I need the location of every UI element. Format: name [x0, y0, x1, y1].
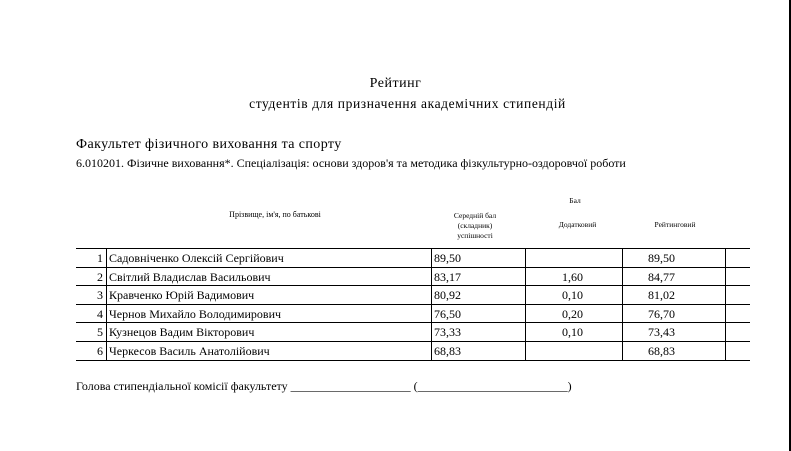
table-row [76, 323, 750, 342]
cell-divider [725, 323, 726, 341]
rating-score: 73,43 [648, 325, 675, 340]
additional-score: 0,10 [562, 288, 583, 303]
average-score: 83,17 [434, 269, 461, 284]
cell-divider [725, 305, 726, 323]
rating-score: 89,50 [648, 251, 675, 265]
student-name: Кузнецов Вадим Вікторович [109, 325, 255, 340]
cell-divider [725, 286, 726, 304]
cell-divider [622, 286, 623, 304]
cell-divider [106, 323, 107, 341]
additional-score: 1,60 [562, 269, 583, 284]
row-number: 4 [97, 306, 103, 321]
row-number: 1 [97, 251, 103, 265]
table-row [76, 248, 750, 268]
header-rating: Рейтинговий [654, 220, 696, 229]
student-name: Черкесов Василь Анатолійович [109, 343, 270, 358]
rating-score: 68,83 [648, 343, 675, 358]
rating-score: 81,02 [648, 288, 675, 303]
cell-divider [431, 342, 432, 360]
faculty-name: Факультет фізичного виховання та спорту [76, 137, 342, 152]
row-number: 5 [97, 325, 103, 340]
cell-divider [106, 305, 107, 323]
cell-divider [106, 342, 107, 360]
row-number: 6 [97, 343, 103, 358]
average-score: 89,50 [434, 251, 461, 265]
signature-line: Голова стипендіальної комісії факультету ____________________ (_________________________) [76, 379, 572, 393]
cell-divider [622, 268, 623, 286]
student-name: Світлий Владислав Васильович [109, 269, 271, 284]
cell-divider [525, 323, 526, 341]
document-subtitle: студентів для призначення академічних стипендій [249, 96, 566, 111]
average-score: 68,83 [434, 343, 461, 358]
header-additional: Додатковий [558, 220, 597, 229]
rating-score: 76,70 [648, 306, 675, 321]
cell-divider [525, 268, 526, 286]
additional-score: 0,10 [562, 325, 583, 340]
average-score: 76,50 [434, 306, 461, 321]
cell-divider [725, 268, 726, 286]
cell-divider [106, 268, 107, 286]
cell-divider [431, 249, 432, 267]
cell-divider [525, 305, 526, 323]
cell-divider [622, 323, 623, 341]
table-row [76, 268, 750, 287]
cell-divider [431, 305, 432, 323]
cell-divider [622, 342, 623, 360]
rating-score: 84,77 [648, 269, 675, 284]
table-row [76, 305, 750, 324]
document-title: Рейтинг [369, 76, 422, 91]
cell-divider [725, 342, 726, 360]
student-name: Садовніченко Олексій Сергійович [109, 251, 284, 265]
cell-divider [622, 305, 623, 323]
cell-divider [431, 323, 432, 341]
student-name: Кравченко Юрій Вадимович [109, 288, 255, 303]
additional-score: 0,20 [562, 306, 583, 321]
specialty-name: 6.010201. Фізичне виховання*. Спеціалізація: основи здоров'я та методика фізкультурно-оздоровчої роботи [76, 156, 626, 170]
header-bal: Бал [569, 196, 581, 205]
cell-divider [106, 249, 107, 267]
cell-divider [525, 249, 526, 267]
rating-table [76, 248, 750, 361]
table-row [76, 342, 750, 361]
row-number: 2 [97, 269, 103, 284]
table-row [76, 286, 750, 305]
student-name: Чернов Михайло Володимирович [109, 306, 282, 321]
cell-divider [725, 249, 726, 267]
cell-divider [525, 286, 526, 304]
cell-divider [431, 286, 432, 304]
cell-divider [431, 268, 432, 286]
cell-divider [622, 249, 623, 267]
cell-divider [525, 342, 526, 360]
average-score: 80,92 [434, 288, 461, 303]
header-average: Середній бал (складник) успішності [453, 211, 497, 240]
average-score: 73,33 [434, 325, 461, 340]
cell-divider [106, 286, 107, 304]
header-name: Прізвище, ім'я, по батькові [229, 210, 321, 219]
row-number: 3 [97, 288, 103, 303]
